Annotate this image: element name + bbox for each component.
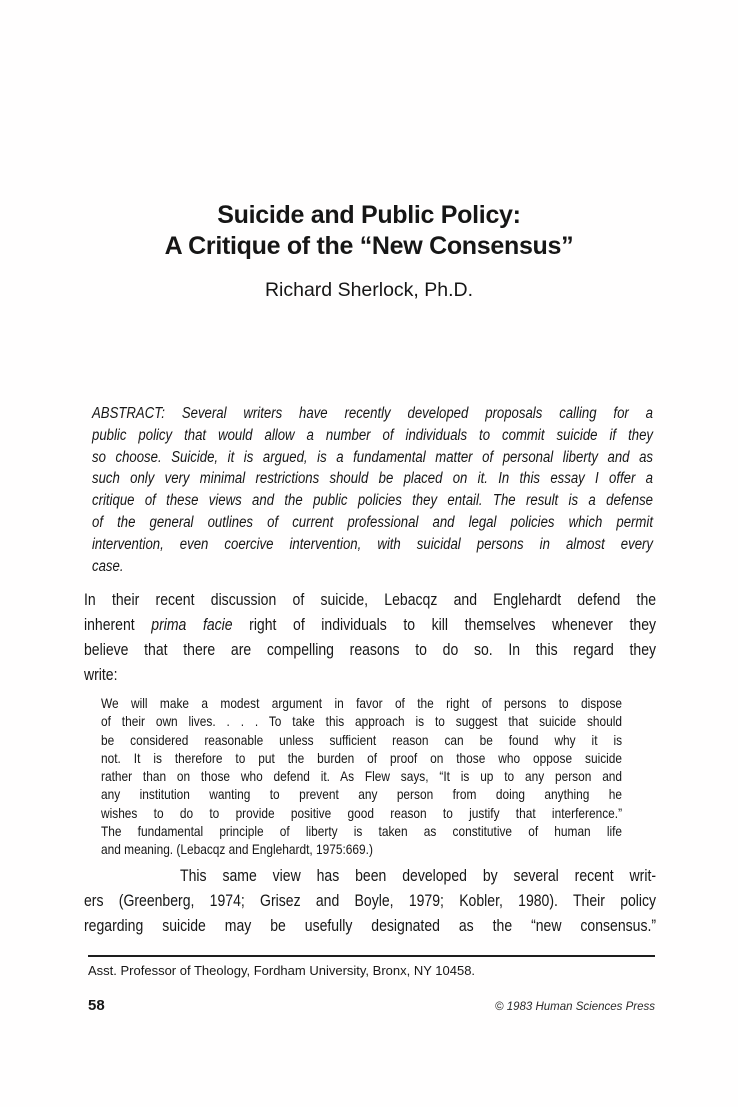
title-line-1: Suicide and Public Policy:	[217, 201, 521, 229]
body-text: inherent	[84, 616, 152, 634]
body-line: In their recent discussion of suicide, Lebacqz and Englehardt defend the	[84, 591, 657, 609]
author-name: Richard Sherlock, Ph.D.	[264, 279, 474, 301]
blockquote	[101, 694, 622, 859]
quote-line: rather than on those who defend it. As Flew says, “It is up to any person and	[101, 768, 623, 785]
abstract	[92, 403, 653, 577]
quote-line: of their own lives. . . . To take this approach is to suggest that suicide should	[101, 713, 623, 730]
quote-line: not. It is therefore to put the burden of proof on those who oppose suicide	[101, 749, 623, 766]
body-line: This same view has been developed by several recent writ-	[180, 867, 657, 885]
body-paragraph-2	[84, 864, 656, 939]
quote-line: We will make a modest argument in favor of the right of persons to dispose	[101, 695, 623, 711]
abstract-line: case.	[92, 557, 124, 575]
abstract-line: so choose. Suicide, it is argued, is a fundamental matter of personal liberty and as	[92, 448, 653, 466]
title-line-2: A Critique of the “New Consensus”	[164, 232, 574, 260]
body-text: right of individuals to kill themselves whenever they	[232, 616, 657, 634]
abstract-line: critique of these views and the public policies they entail. The result is a defense	[92, 492, 653, 510]
abstract-line: of the general outlines of current professional and legal policies which permit	[92, 513, 653, 531]
body-line: regarding suicide may be usefully designated as the “new consensus.”	[84, 917, 657, 935]
copyright-notice: © 1983 Human Sciences Press	[495, 1001, 655, 1013]
body-line: write:	[84, 666, 118, 684]
body-line: ers (Greenberg, 1974; Grisez and Boyle, 1979; Kobler, 1980). Their policy	[84, 892, 657, 910]
footnote-rule	[88, 955, 655, 957]
author-affiliation-footnote: Asst. Professor of Theology, Fordham University, Bronx, NY 10458.	[88, 963, 476, 978]
quote-line: be considered reasonable unless sufficient reason can be found why it is	[101, 731, 623, 748]
article-title	[0, 200, 738, 262]
body-line: believe that there are compelling reasons to do so. In this regard they	[84, 641, 657, 659]
quote-line: any institution wanting to prevent any person from doing anything he	[101, 786, 623, 803]
page-number: 58	[88, 997, 105, 1014]
latin-phrase: prima facie	[151, 616, 233, 634]
body-paragraph-1	[84, 588, 656, 688]
abstract-line: such only very minimal restrictions should be placed on it. In this essay I offer a	[92, 470, 653, 488]
body-line	[84, 613, 656, 638]
abstract-line: intervention, even coercive intervention, with suicidal persons in almost every	[92, 535, 653, 553]
quote-line: and meaning. (Lebacqz and Englehardt, 1975:669.)	[101, 841, 373, 858]
quote-line: wishes to do to provide positive good reason to justify that interference.”	[101, 804, 623, 821]
abstract-line: ABSTRACT: Several writers have recently developed proposals calling for a	[92, 405, 653, 422]
quote-line: The fundamental principle of liberty is taken as constitutive of human life	[101, 823, 623, 840]
abstract-line: public policy that would allow a number of individuals to commit suicide if they	[92, 426, 653, 444]
